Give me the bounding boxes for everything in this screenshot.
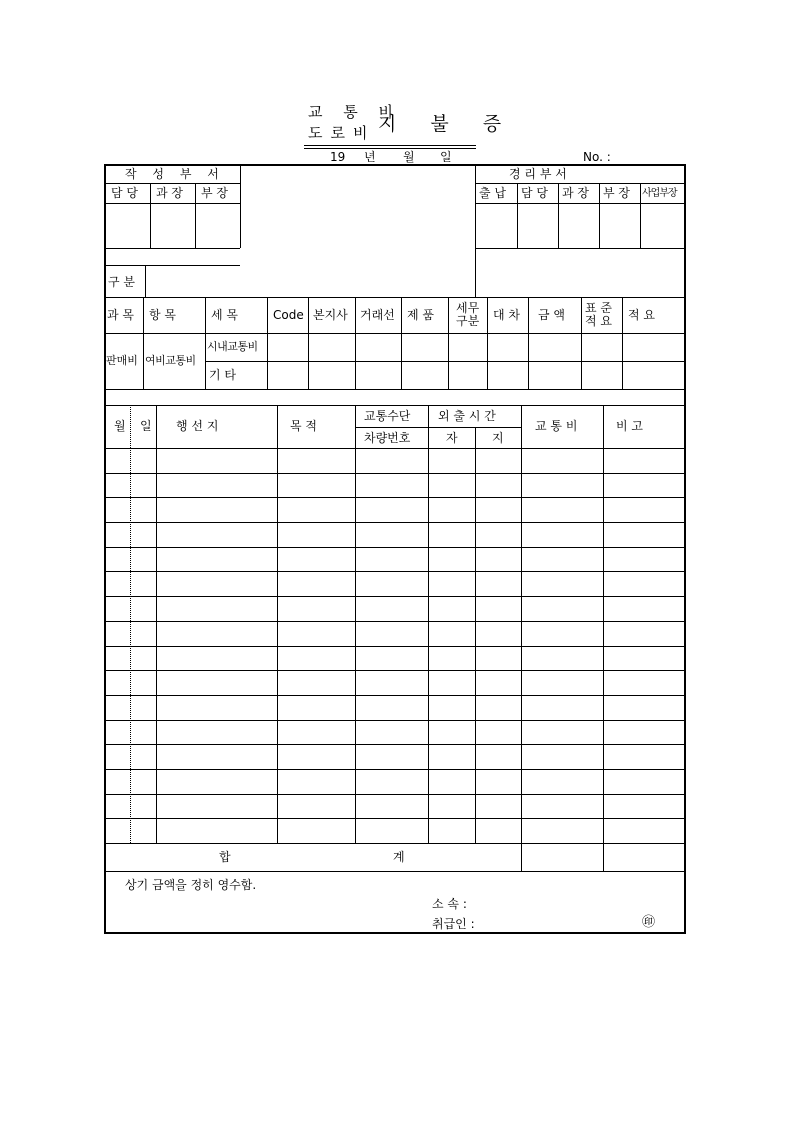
acct-header-client: 거래선 [360, 308, 395, 322]
acct-header-debit-credit: 대 차 [493, 308, 520, 322]
acct-col-div-8 [487, 297, 488, 389]
date-month-label: 월 [403, 150, 415, 164]
total-label-total: 계 [393, 850, 405, 864]
acct-header-subject: 과 목 [107, 308, 134, 322]
table-row [105, 794, 686, 795]
title-line-road-fee: 도로비 [308, 124, 376, 142]
trip-col-div-purpose [355, 405, 356, 843]
trip-col-div-fare [603, 405, 604, 871]
trip-col-div-to [521, 405, 522, 871]
table-row [105, 744, 686, 745]
table-row [105, 473, 686, 474]
trip-header-outing-time: 외 출 시 간 [438, 409, 496, 423]
approval-right-bottom-line [475, 248, 686, 249]
trip-col-div-transport [428, 405, 429, 843]
seal-icon: ㊞ [642, 915, 656, 930]
approval-right-col-director: 부 장 [603, 186, 630, 200]
total-row-bottom-line [105, 871, 686, 872]
acct-col-div-9 [528, 297, 529, 389]
affiliation-label: 소 속 : [432, 897, 467, 911]
account-table-top-line [105, 297, 686, 298]
approval-left-divider-1 [150, 183, 151, 248]
document-number-label: No. : [583, 150, 611, 164]
category-top-line [105, 265, 240, 266]
trip-header-to: 지 [492, 431, 504, 445]
table-row [105, 720, 686, 721]
acct-header-amount: 금 액 [538, 308, 565, 322]
approval-right-left-border [475, 165, 476, 297]
acct-col-div-10 [581, 297, 582, 389]
acct-header-tax-1: 세무 [456, 301, 480, 315]
table-row [105, 547, 686, 548]
trip-col-div-destination [277, 405, 278, 843]
acct-col-div-5 [355, 297, 356, 389]
acct-header-product: 제 품 [407, 308, 434, 322]
category-divider [145, 265, 146, 297]
trip-col-div-month-header [130, 405, 131, 448]
table-row [105, 670, 686, 671]
page-title: 지 불 증 [378, 113, 516, 135]
approval-right-title-line [475, 183, 686, 184]
acct-col-div-11 [622, 297, 623, 389]
acct-subject-value: 판매비 [106, 354, 138, 367]
acct-header-subitem: 세 목 [211, 308, 238, 322]
title-line-transport-fee: 교 통 비 [308, 103, 402, 121]
acct-header-branch: 본지사 [313, 308, 348, 322]
table-row [105, 621, 686, 622]
approval-left-divider-2 [195, 183, 196, 248]
approval-left-title: 작 성 부 서 [125, 167, 225, 181]
approval-left-col-staff: 담 당 [111, 186, 138, 200]
total-label-sum: 합 [219, 850, 231, 864]
trip-header-vehicle: 차량번호 [364, 431, 411, 445]
acct-header-summary: 적 요 [628, 308, 655, 322]
table-row [105, 695, 686, 696]
table-row [105, 818, 686, 819]
trip-header-remarks: 비 고 [616, 419, 643, 433]
trip-header-purpose: 목 적 [290, 419, 317, 433]
trip-header-mid-line [355, 427, 521, 428]
acct-col-div-6 [401, 297, 402, 389]
handler-label: 취급인 : [432, 917, 475, 931]
trip-header-destination: 행 선 지 [176, 419, 219, 433]
spacer-bottom-line [105, 405, 686, 406]
approval-left-bottom-line [105, 248, 240, 249]
acct-col-div-7 [448, 297, 449, 389]
approval-right-divider-3 [599, 183, 600, 248]
table-row [105, 769, 686, 770]
total-row-top-line [105, 843, 686, 844]
acct-header-tax-2: 구분 [456, 314, 480, 328]
approval-right-col-division-head: 사업부장 [642, 188, 677, 199]
acct-header-code: Code [273, 308, 304, 322]
date-year-label: 년 [364, 150, 376, 164]
trip-header-month: 월 [114, 419, 126, 433]
acct-subitem-local: 시내교통비 [207, 340, 258, 353]
acct-subitem-other: 기 타 [209, 368, 236, 382]
acct-col-div-1 [143, 297, 144, 389]
trip-header-day: 일 [140, 419, 152, 433]
approval-right-title: 경 리 부 서 [509, 167, 567, 181]
trip-col-div-day [156, 405, 157, 843]
approval-right-divider-2 [558, 183, 559, 248]
table-row [105, 646, 686, 647]
trip-header-transport: 교통수단 [364, 409, 411, 423]
acct-header-standard-1: 표 준 [585, 301, 612, 315]
approval-right-divider-1 [517, 183, 518, 248]
category-label: 구 분 [108, 275, 135, 289]
approval-left-header-line [105, 203, 240, 204]
acct-col-div-2 [205, 297, 206, 389]
table-row [105, 571, 686, 572]
approval-left-col-director: 부 장 [201, 186, 228, 200]
approval-right-header-line [475, 203, 686, 204]
trip-header-from: 자 [446, 431, 458, 445]
acct-item-value: 여비교통비 [145, 354, 196, 367]
table-row [105, 596, 686, 597]
acct-col-div-4 [308, 297, 309, 389]
title-underline-1 [304, 145, 476, 146]
approval-right-divider-4 [640, 183, 641, 248]
approval-left-right-border [240, 165, 241, 248]
date-year-prefix: 19 [330, 150, 346, 164]
approval-left-col-manager: 과 장 [156, 186, 183, 200]
trip-header-fare: 교 통 비 [535, 419, 578, 433]
approval-right-col-manager: 과 장 [562, 186, 589, 200]
approval-right-col-cashier: 출 납 [479, 186, 506, 200]
acct-col-div-3 [267, 297, 268, 389]
title-underline-2 [304, 148, 476, 149]
date-day-label: 일 [440, 150, 452, 164]
acct-header-item: 항 목 [149, 308, 176, 322]
approval-right-col-staff: 담 당 [521, 186, 548, 200]
table-row [105, 522, 686, 523]
account-table-mid-line [205, 361, 686, 362]
account-table-bottom-line [105, 389, 686, 390]
account-table-header-line [105, 333, 686, 334]
approval-left-title-line [105, 183, 240, 184]
receipt-statement: 상기 금액을 정히 영수함. [125, 878, 257, 892]
acct-header-standard-2: 적 요 [585, 314, 612, 328]
trip-col-div-from [475, 427, 476, 843]
trip-header-bottom-line [105, 448, 686, 449]
table-row [105, 497, 686, 498]
